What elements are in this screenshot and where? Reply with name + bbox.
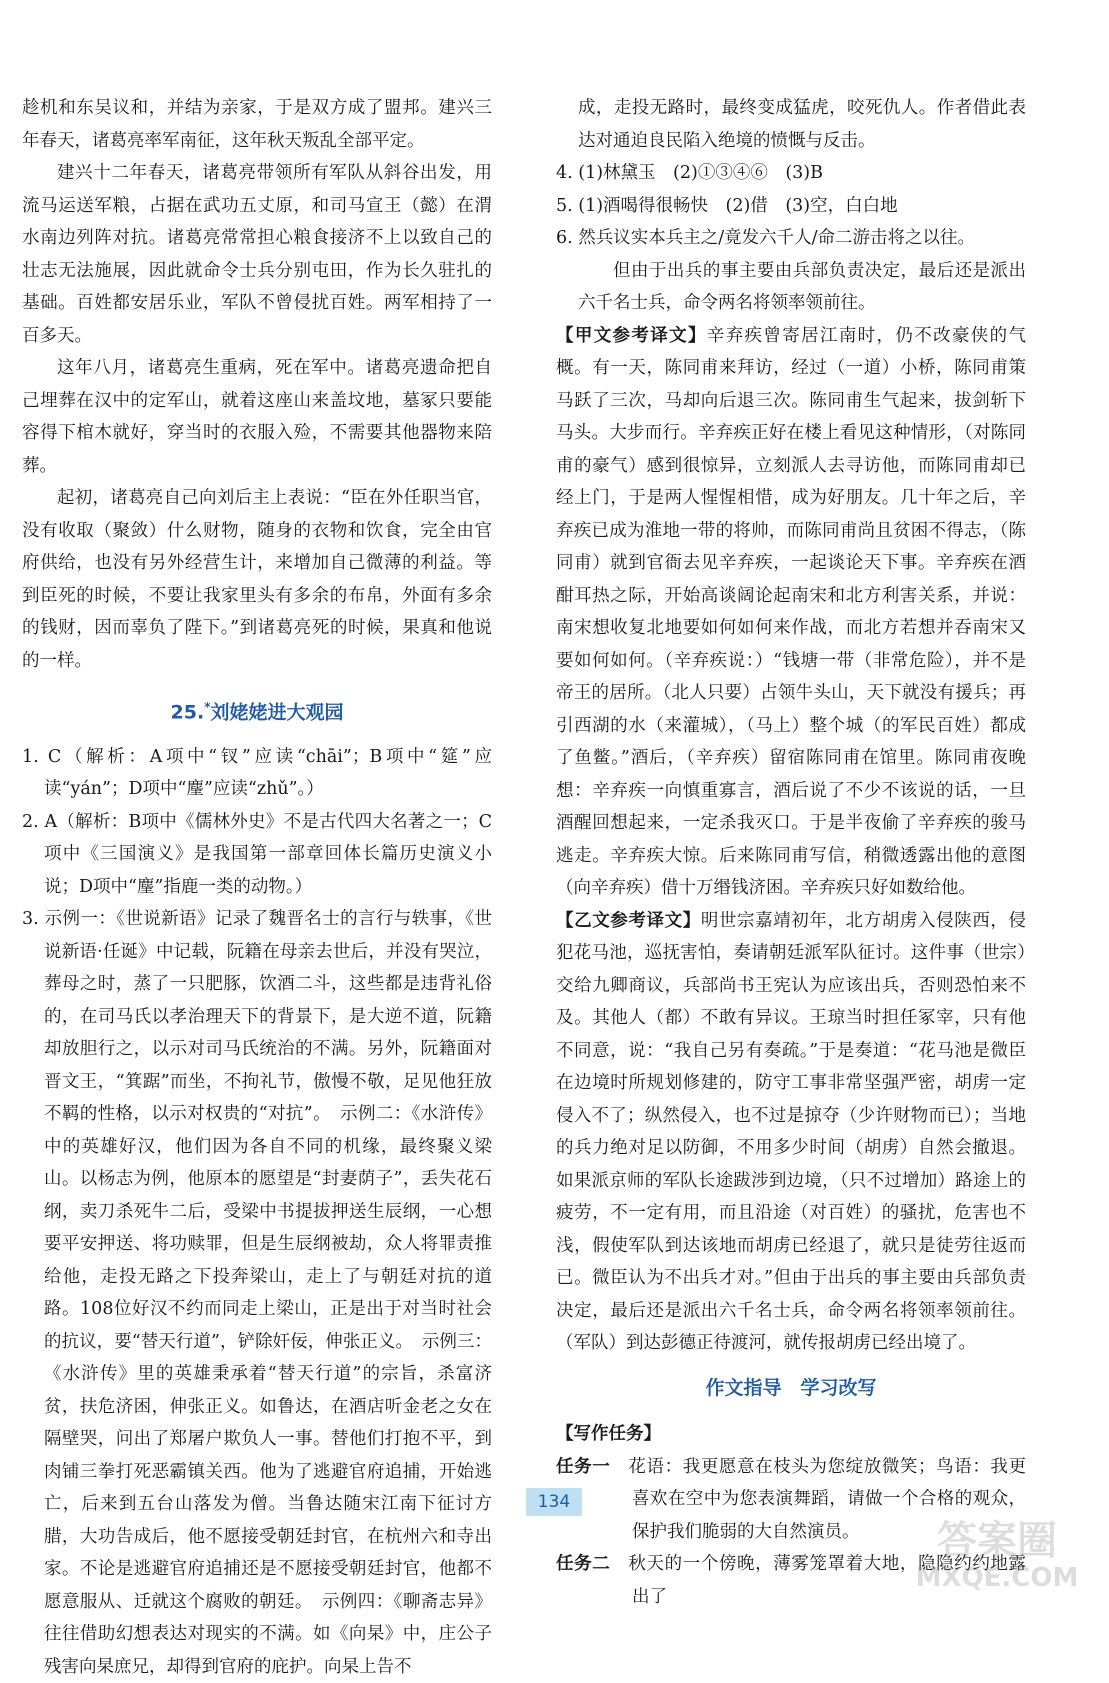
task-label: 任务二	[556, 1554, 611, 1574]
translation-yi-label: 【乙文参考译文】	[556, 910, 701, 931]
translation-jia-label: 【甲文参考译文】	[556, 325, 707, 346]
translation-yi-text: 明世宗嘉靖初年，北方胡虏入侵陕西，侵犯花马池，巡抚害怕，奏请朝廷派军队征讨。这件事（世宗）交给九卿商议，兵部尚书王宪认为应该出兵，否则恐怕来不及。其他人（都）不敢有异议。王琼当时担任冢宰，只有他不同意，说：“我自己另有奏疏。”于是奏道：“花马池是微臣在边境时所规划修建的，防守工事非常坚强严密，胡虏一定侵入不了；纵然侵入，也不过是掠夺（少许财物而已）；当地的兵力绝对足以防御，不用多少时间（胡虏）自然会撤退。如果派京师的军队长途跋涉到边境，（只不过增加）路途上的疲劳，不一定有用，而且沿途（对百姓）的骚扰，危害也不浅，假使军队到达该地而胡虏已经退了，就只是徒劳往返而已。微臣认为不出兵才对。”但由于出兵的事主要由兵部负责决定，最后还是派出六千名士兵，命令两名将领率领前往。（军队）到达彭德正待渡河，就传报胡虏已经出境了。	[556, 910, 1027, 1353]
translation-jia-text: 辛弃疾曾寄居江南时，仍不改豪侠的气概。有一天，陈同甫来拜访，经过（一道）小桥，陈同甫策马跃了三次，马却向后退三次。陈同甫生气起来，拔剑斩下马头。大步而行。辛弃疾正好在楼上看见这种情形，（对陈同甫的豪气）感到很惊异，立刻派人去寻访他，而陈同甫却已经上门，于是两人惺惺相惜，成为好朋友。几十年之后，辛弃疾已成为淮地一带的将帅，而陈同甫尚且贫困不得志，（陈同甫）就到官衙去见辛弃疾，一起谈论天下事。辛弃疾在酒酣耳热之际，开始高谈阔论起南宋和北方利害关系，并说：南宋想收复北地要如何如何来作战，而北方若想并吞南宋又要如何如何。（辛弃疾说：）“钱塘一带（非常危险），并不是帝王的居所。（北人只要）占领牛头山，天下就没有援兵；再引西湖的水（来灌城），（马上）整个城（的军民百姓）都成了鱼鳖。”酒后，（辛弃疾）留宿陈同甫在馆里。陈同甫夜晚想：辛弃疾一向慎重寡言，酒后说了不少不该说的话，一旦酒醒回想起来，一定杀我灭口。于是半夜偷了辛弃疾的骏马逃走。辛弃疾大惊。后来陈同甫写信，稍微透露出他的意图（向辛弃疾）借十万缗钱济困。辛弃疾只好如数给他。	[556, 325, 1027, 898]
task-header: 【写作任务】	[556, 1424, 661, 1444]
watermark-logo	[897, 1508, 1097, 1592]
answer-item: 1. C（解析：A项中“钗”应读“chāi”；B项中“筵”应读“yán”；D项中“麈”应读“zhǔ”。）	[22, 746, 492, 800]
paragraph: 建兴十二年春天，诸葛亮带领所有军队从斜谷出发，用流马运送军粮，占据在武功五丈原，和司马宣王（懿）在渭水南边列阵对抗。诸葛亮常常担心粮食接济不上以致自己的壮志无法施展，因此就命令士兵分别屯田，作为长久驻扎的基础。百姓都安居乐业，军队不曾侵扰百姓。两军相持了一百多天。	[22, 163, 492, 346]
answer-item: 2. A（解析：B项中《儒林外史》不是古代四大名著之一；C项中《三国演义》是我国第一部章回体长篇历史演义小说；D项中“麈”指鹿一类的动物。）	[22, 811, 492, 897]
task-label: 任务一	[556, 1456, 611, 1477]
translation-jia	[556, 320, 1026, 905]
page-number: 134	[526, 1488, 582, 1516]
task-text: 秋天的一个傍晚，薄雾笼罩着大地，隐隐约约地露出了	[628, 1554, 1027, 1607]
answer-continuation: 但由于出兵的事主要由兵部负责决定，最后还是派出六千名士兵，命令两名将领率领前往。	[578, 260, 1026, 313]
section-marker: *	[204, 700, 211, 714]
paragraph: 这年八月，诸葛亮生重病，死在军中。诸葛亮遗命把自己埋葬在汉中的定军山，就着这座山来盖坟地，墓冢只要能容得下棺木就好，穿当时的衣服入殓，不需要其他器物来陪葬。	[22, 358, 492, 476]
answer-item: 4. (1)林黛玉 (2)①③④⑥ (3)B	[556, 163, 823, 183]
task-text: 花语：我更愿意在枝头为您绽放微笑；鸟语：我更喜欢在空中为您表演舞蹈，请做一个合格的观众，保护我们脆弱的大自然演员。	[628, 1456, 1027, 1542]
answer-item: 6. 然兵议实本兵主之/竟发六千人/命二游击将之以往。	[556, 228, 976, 248]
section-title: 刘姥姥进大观园	[210, 701, 344, 724]
watermark-line2: MXQE.COM	[915, 1563, 1079, 1592]
paragraph: 趁机和东吴议和，并结为亲家，于是双方成了盟邦。建兴三年春天，诸葛亮率军南征，这年秋天叛乱全部平定。	[22, 98, 492, 151]
paragraph: 起初，诸葛亮自己向刘后主上表说：“臣在外任职当官，没有收取（聚敛）什么财物，随身的衣物和饮食，完全由官府供给，也没有另外经营生计，来增加自己微薄的利益。等到臣死的时候，不要让我家里头有多余的布帛，外面有多余的钱财，因而辜负了陛下。”到诸葛亮死的时候，果真和他说的一样。	[22, 488, 492, 671]
translation-yi	[556, 905, 1026, 1360]
section-heading	[22, 691, 492, 729]
section-number: 25.	[170, 701, 205, 724]
left-column	[22, 92, 492, 1683]
section-heading-2: 作文指导 学习改写	[705, 1376, 877, 1399]
answer-item: 3. 示例一：《世说新语》记录了魏晋名士的言行与轶事，《世说新语·任诞》中记载，阮籍在母亲去世后，并没有哭泣，葬母之时，蒸了一只肥豚，饮酒二斗，这些都是违背礼俗的，在司马氏以孝治理天下的背景下，是大逆不道，阮籍却放胆行之，以示对司马氏统治的不满。另外，阮籍面对晋文王，“箕踞”而坐，不拘礼节，傲慢不敬，足见他狂放不羁的性格，以示对权贵的“对抗”。 示例二：《水浒传》中的英雄好汉，他们因为各自不同的机缘，最终聚义梁山。以杨志为例，他原本的愿望是“封妻荫子”，丢失花石纲，卖刀杀死牛二后，受梁中书提拔押送生辰纲，一心想要平安押送、将功赎罪，但是生辰纲被劫，众人将罪责推给他，走投无路之下投奔梁山，走上了与朝廷对抗的道路。108位好汉不约而同走上梁山，正是出于对当时社会的抗议，要“替天行道”，铲除奸佞，伸张正义。 示例三：《水浒传》里的英雄秉承着“替天行道”的宗旨，杀富济贫，扶危济困，伸张正义。如鲁达，在酒店听金老之女在隔壁哭，问出了郑屠户欺负人一事。替他们打抱不平，到肉铺三拳打死恶霸镇关西。他为了逃避官府追捕，开始逃亡，后来到五台山落发为僧。当鲁达随宋江南下征讨方腊，大功告成后，他不愿接受朝廷封官，在杭州六和寺出家。不论是逃避官府追捕还是不愿接受朝廷封官，他都不愿意服从、迁就这个腐败的朝廷。 示例四：《聊斋志异》往往借助幻想表达对现实的不满。如《向杲》中，庄公子残害向杲庶兄，却得到官府的庇护。向杲上告不	[22, 909, 492, 1677]
continued-text: 成，走投无路时，最终变成猛虎，咬死仇人。作者借此表达对通迫良民陷入绝境的愤慨与反击。	[578, 98, 1026, 151]
watermark-line1: 答案圈	[937, 1518, 1057, 1564]
right-column	[556, 92, 1026, 1613]
answer-item: 5. (1)酒喝得很畅快 (2)借 (3)空，白白地	[556, 195, 898, 216]
